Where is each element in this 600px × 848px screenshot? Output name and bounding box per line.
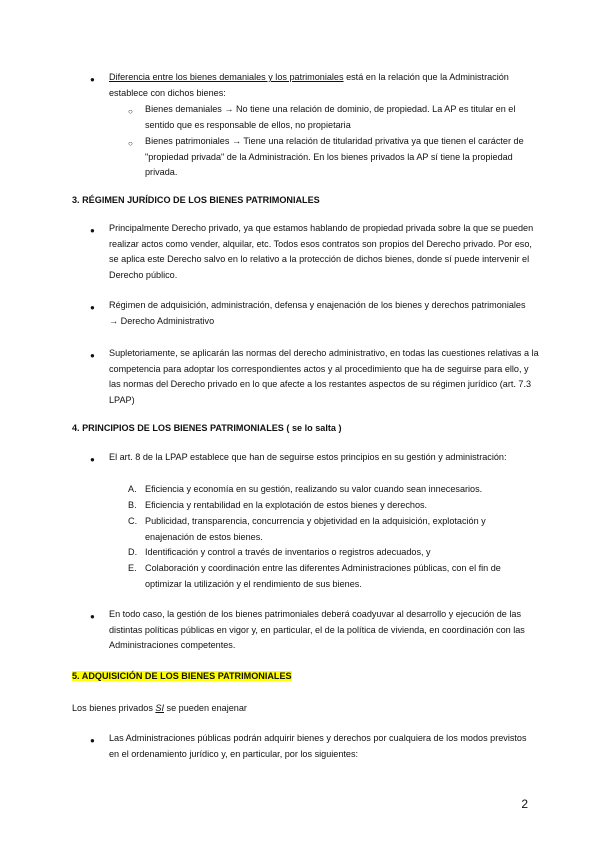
section-4-heading [72, 421, 342, 437]
section-3-heading: 3. RÉGIMEN JURÍDICO DE LOS BIENES PATRIMONIALES [72, 195, 320, 205]
bullet-icon: ● [90, 612, 95, 621]
demaniales-item: Bienes demaniales → No tiene una relación de dominio, de propiedad. La AP es titular en el sentido que es responsable de ellos, no propietaria [145, 104, 516, 130]
section-5-title: 5. ADQUISICIÓN DE LOS BIENES PATRIMONIALES [72, 671, 292, 681]
patrimoniales-item: Bienes patrimoniales → Tiene una relación de titularidad privativa ya que tienen el carácter de "propiedad privada" de la Administración. En los bienes privados la AP sí tiene la propiedad privada. [145, 136, 524, 178]
bullet-icon: ● [90, 226, 95, 235]
list-letter: A. [128, 484, 137, 494]
section-5-paragraph-1: Las Administraciones públicas podrán adquirir bienes y derechos por cualquiera de los modos previstos en el ordenamiento jurídico y, en particular, por los siguientes: [109, 733, 527, 759]
section-5-heading [72, 669, 292, 685]
difference-term: Diferencia entre los bienes demaniales y los patrimoniales [109, 72, 344, 82]
section-3-paragraph-1: Principalmente Derecho privado, ya que estamos hablando de propiedad privada sobre la que se pueden realizar actos como vender, alquilar, etc. Todos esos contratos son propios del Derecho privado. Por eso, se aplica este Derecho salvo en lo relativo a la protección de dichos bienes, donde sí puede intervenir el Derecho público. [109, 223, 534, 280]
list-letter: D. [128, 547, 138, 557]
section-4-note: ( se lo salta ) [283, 423, 342, 433]
section-5-line-start: Los bienes privados [72, 703, 156, 713]
sub-bullet-icon: ○ [128, 107, 133, 116]
difference-paragraph [109, 70, 529, 101]
principle-item: Colaboración y coordinación entre las diferentes Administraciones públicas, con el fin de optimizar la utilización y el rendimiento de sus bienes. [145, 563, 501, 589]
section-5-line [72, 701, 512, 717]
list-letter: E. [128, 563, 137, 573]
section-4-final-paragraph: En todo caso, la gestión de los bienes patrimoniales deberá coadyuvar al desarrollo y ejecución de las distintas políticas públicas en vigor y, en particular, el de la política de vivienda, en coordinación con las Administraciones competentes. [109, 609, 525, 651]
section-4-title: 4. PRINCIPIOS DE LOS BIENES PATRIMONIALES [72, 423, 284, 433]
difference-text: está en la relación que la Administración establece con dichos bienes: [109, 72, 509, 98]
section-3-paragraph-2: Régimen de adquisición, administración, defensa y enajenación de los bienes y derechos patrimoniales → Derecho Administrativo [109, 300, 526, 326]
section-3-paragraph-3: Supletoriamente, se aplicarán las normas del derecho administrativo, en todas las cuestiones relativas a la competencia para adoptar los correspondientes actos y al procedimiento que ha de seguirse para ello, y las normas del Derecho privado en lo que afecte a los restantes aspectos de su régimen jurídico (art. 7.3 LPAP) [109, 348, 539, 405]
bullet-icon: ● [90, 351, 95, 360]
list-letter: C. [128, 516, 138, 526]
bullet-icon: ● [90, 303, 95, 312]
section-5-emphasis: SI [155, 703, 165, 713]
list-letter: B. [128, 500, 137, 510]
principle-item: Eficiencia y rentabilidad en la explotación de estos bienes y derechos. [145, 500, 428, 510]
section-4-intro: El art. 8 de la LPAP establece que han de seguirse estos principios en su gestión y administración: [109, 452, 507, 462]
principle-item: Identificación y control a través de inventarios o registros adecuados, y [145, 547, 431, 557]
bullet-icon: ● [90, 75, 95, 84]
page-number: 2 [521, 797, 528, 811]
principle-item: Publicidad, transparencia, concurrencia y objetividad en la adquisición, explotación y enajenación de estos bienes. [145, 516, 486, 542]
principle-item: Eficiencia y economía en su gestión, realizando su valor cuando sean innecesarios. [145, 484, 483, 494]
sub-bullet-icon: ○ [128, 139, 133, 148]
bullet-icon: ● [90, 455, 95, 464]
section-5-line-end: se pueden enajenar [164, 703, 247, 713]
bullet-icon: ● [90, 736, 95, 745]
